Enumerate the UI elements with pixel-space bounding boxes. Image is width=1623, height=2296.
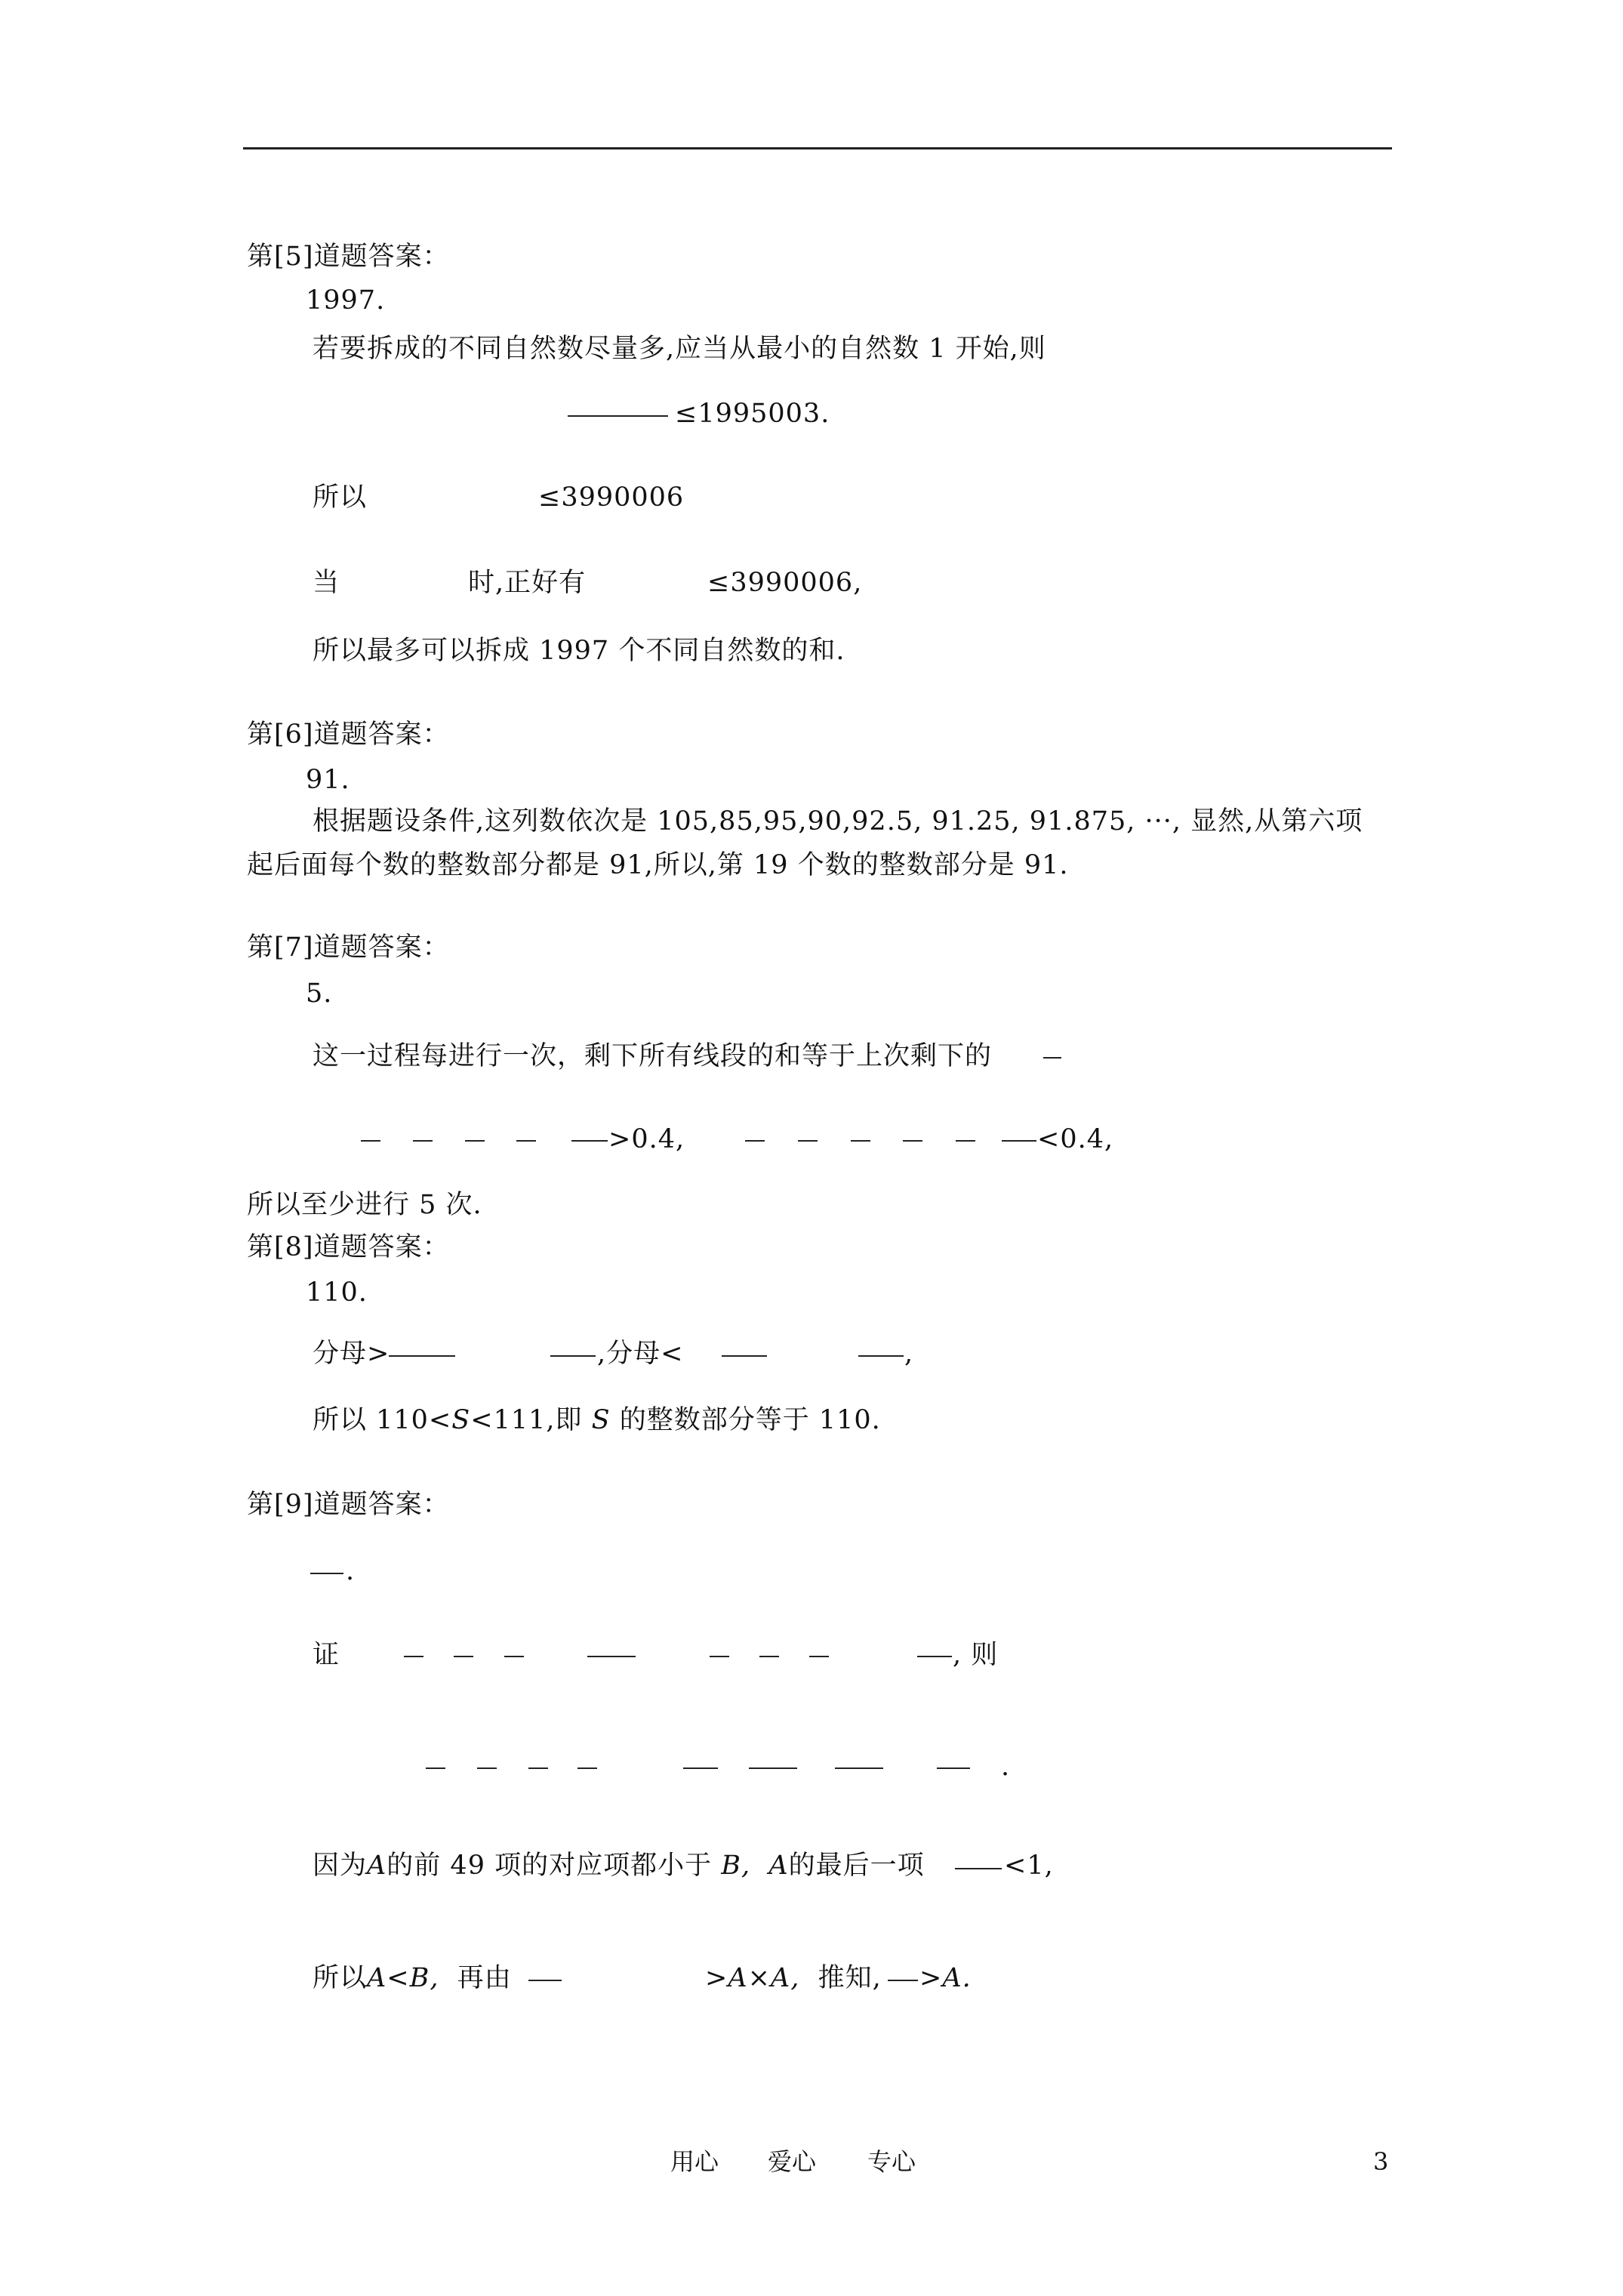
q6-heading: 第[6]道题答案： — [247, 720, 450, 750]
q9-because-pre: 因为 — [313, 1851, 368, 1881]
q5-when-mid: 时,正好有 — [468, 568, 587, 598]
q9-so-pre: 所以 — [313, 1963, 368, 1993]
q7-heading: 第[7]道题答案： — [247, 932, 450, 963]
q7-dash — [798, 1140, 818, 1142]
q9-dash — [477, 1767, 497, 1769]
q7-conclusion: 所以至少进行 5 次. — [247, 1190, 482, 1220]
q9-fraction-bar — [683, 1767, 718, 1769]
q9-var-a: A. — [942, 1963, 972, 1993]
q9-dash — [454, 1656, 473, 1657]
q8-var-s: S — [591, 1405, 611, 1435]
q9-var-b: B, — [721, 1851, 751, 1881]
q9-proof-tail: , 则 — [953, 1640, 999, 1670]
q9-var-a: A — [367, 1963, 387, 1993]
q9-fraction-bar — [937, 1767, 970, 1769]
q7-ineq-a: >0.4, — [608, 1124, 685, 1154]
q8-fraction-bar — [550, 1355, 596, 1357]
q9-fraction-bar — [749, 1767, 797, 1769]
q9-so-final — [919, 1962, 972, 1995]
q8-conc-mid: <111,即 — [470, 1405, 592, 1435]
q5-heading: 第[5]道题答案： — [247, 242, 450, 272]
q9-dash — [809, 1656, 829, 1657]
q7-line1: 这一过程每进行一次，剩下所有线段的和等于上次剩下的 — [313, 1041, 993, 1071]
q9-fraction-bar — [587, 1656, 636, 1657]
q7-dash — [851, 1140, 870, 1142]
q9-fraction-bar — [955, 1868, 1002, 1869]
footer-motto-3: 专心 — [867, 2147, 916, 2176]
q9-because-mid1: 的前 49 项的对应项都小于 — [387, 1851, 713, 1881]
q9-fraction-bar — [917, 1656, 952, 1657]
q8-heading: 第[8]道题答案： — [247, 1232, 450, 1262]
q7-dash — [413, 1140, 433, 1142]
q9-chain-tail: . — [1001, 1752, 1011, 1782]
q9-dash — [528, 1767, 548, 1769]
q9-dash — [759, 1656, 779, 1657]
q5-ineq3: ≤3990006, — [707, 568, 863, 598]
q5-fraction-bar — [568, 415, 668, 417]
q9-proof-label: 证 — [313, 1640, 340, 1670]
q8-var-s: S — [451, 1405, 471, 1435]
q9-because-mid2: 的最后一项 — [788, 1851, 925, 1881]
q8-answer: 110. — [306, 1277, 368, 1308]
q9-fraction-bar — [888, 1980, 918, 1981]
q7-fraction-bar — [571, 1140, 608, 1142]
q9-dash — [710, 1656, 729, 1657]
q9-var-a: A — [367, 1851, 387, 1881]
q8-fraction-bar — [389, 1355, 455, 1357]
q9-dash — [426, 1767, 445, 1769]
q5-so-label: 所以 — [313, 482, 368, 513]
q7-ineq-b: <0.4, — [1037, 1124, 1114, 1154]
q8-tail: , — [904, 1339, 914, 1369]
q9-dash — [504, 1656, 524, 1657]
q5-answer: 1997. — [306, 285, 386, 316]
q9-fraction-bar — [310, 1573, 343, 1574]
q9-so-infer: 推知, — [818, 1963, 882, 1993]
q8-conc-post: 的整数部分等于 110. — [610, 1405, 881, 1435]
q5-ineq1: ≤1995003. — [675, 399, 830, 429]
q6-answer: 91. — [306, 765, 350, 795]
q9-var-a: A — [768, 1851, 789, 1881]
q5-when-label: 当 — [313, 568, 340, 598]
q9-dash — [404, 1656, 423, 1657]
q7-answer: 5. — [306, 978, 333, 1009]
q9-so-lt: < — [387, 1963, 410, 1993]
q9-so-final-gt: > — [919, 1963, 943, 1993]
q7-dash — [745, 1140, 765, 1142]
q9-var-b: B, — [409, 1963, 439, 1993]
q9-so-axa: A×A, — [728, 1963, 800, 1993]
q9-answer-tail: . — [346, 1556, 356, 1586]
q9-so-rhs — [705, 1962, 882, 1995]
q7-fraction-bar — [1043, 1057, 1061, 1059]
q7-dash — [361, 1140, 380, 1142]
footer-motto-1: 用心 — [670, 2147, 719, 2176]
q9-fraction-bar — [528, 1980, 562, 1981]
q8-denom-lt: ,分母< — [597, 1339, 684, 1369]
q9-fraction-bar — [835, 1767, 883, 1769]
q6-line1: 根据题设条件,这列数依次是 105,85,95,90,92.5, 91.25, 91.875, ···, 显然,从第六项 — [313, 806, 1363, 837]
q8-fraction-bar — [722, 1355, 767, 1357]
q9-dash — [577, 1767, 597, 1769]
q9-because-line — [313, 1849, 925, 1882]
q5-conclusion: 所以最多可以拆成 1997 个不同自然数的和. — [313, 636, 845, 666]
q8-denom-gt: 分母> — [313, 1339, 390, 1369]
q5-ineq2: ≤3990006 — [538, 482, 685, 513]
q7-dash — [465, 1140, 485, 1142]
header-rule — [243, 147, 1392, 149]
q8-fraction-bar — [858, 1355, 904, 1357]
q9-because-tail: <1, — [1004, 1851, 1054, 1881]
q9-heading: 第[9]道题答案： — [247, 1490, 450, 1520]
q9-so-line — [313, 1962, 512, 1995]
footer-motto-2: 爱心 — [768, 2147, 817, 2176]
q7-fraction-bar — [1002, 1140, 1036, 1142]
q7-dash — [516, 1140, 536, 1142]
q7-dash — [956, 1140, 975, 1142]
q8-conclusion — [313, 1404, 881, 1437]
q6-line2: 起后面每个数的整数部分都是 91,所以,第 19 个数的整数部分是 91. — [247, 850, 1069, 880]
q8-conc-pre: 所以 110< — [313, 1405, 452, 1435]
q5-line1: 若要拆成的不同自然数尽量多,应当从最小的自然数 1 开始,则 — [313, 334, 1046, 364]
q9-so-mid: 再由 — [457, 1963, 512, 1993]
q7-dash — [903, 1140, 922, 1142]
page-number: 3 — [1373, 2147, 1389, 2176]
q9-so-gt: > — [705, 1963, 728, 1993]
